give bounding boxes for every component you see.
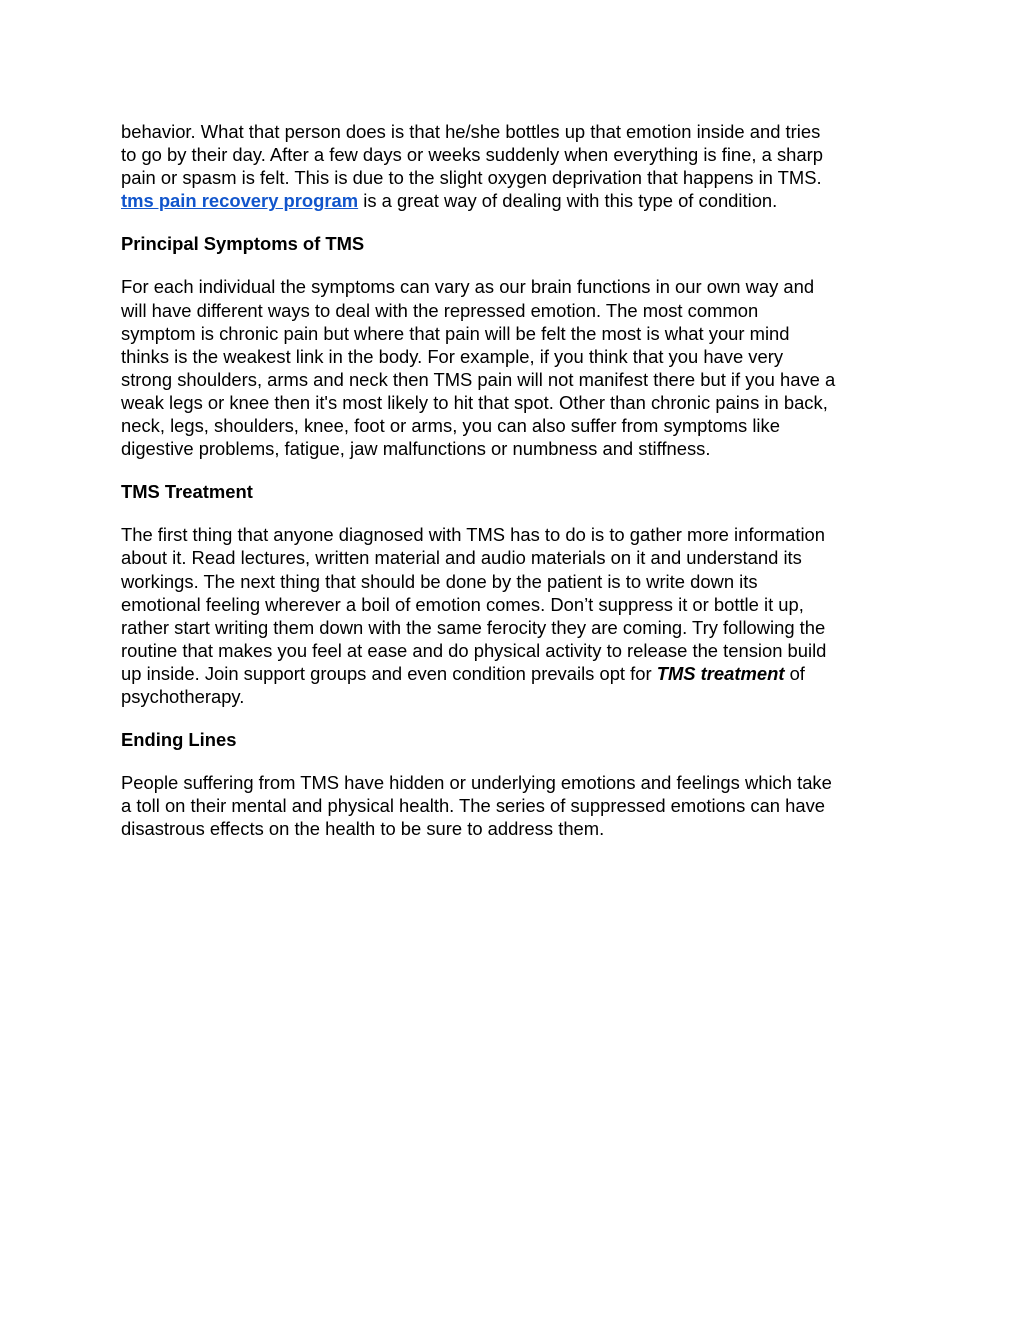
symptoms-line-1: For each individual the symptoms can vary as our brain functions in our own way and — [121, 276, 815, 298]
tms-treatment-emphasis: TMS treatment — [656, 662, 785, 684]
intro-line-4 — [121, 189, 911, 212]
intro-line-4-rest: is a great way of dealing with this type of condition. — [358, 190, 778, 212]
document-body — [121, 120, 911, 840]
symptoms-line-8: digestive problems, fatigue, jaw malfunctions or numbness and stiffness. — [121, 438, 711, 460]
treatment-line-8: psychotherapy. — [121, 685, 245, 707]
ending-paragraph — [121, 771, 911, 840]
treatment-line-2: about it. Read lectures, written material and audio materials on it and understand its — [121, 547, 802, 569]
symptoms-line-3: symptom is chronic pain but where that pain will be felt the most is what your mind — [121, 322, 790, 344]
intro-paragraph — [121, 120, 911, 212]
treatment-paragraph — [121, 523, 911, 708]
tms-pain-recovery-program-link[interactable]: tms pain recovery program — [121, 190, 359, 212]
treatment-line-3: workings. The next thing that should be done by the patient is to write down its — [121, 570, 758, 592]
treatment-line-1: The first thing that anyone diagnosed with TMS has to do is to gather more information — [121, 524, 825, 546]
intro-line-1: behavior. What that person does is that he/she bottles up that emotion inside and tries — [121, 121, 821, 142]
treatment-line-6: routine that makes you feel at ease and do physical activity to release the tension build — [121, 639, 827, 661]
intro-line-2: to go by their day. After a few days or weeks suddenly when everything is fine, a sharp — [121, 144, 823, 166]
intro-line-3: pain or spasm is felt. This is due to the slight oxygen deprivation that happens in TMS. — [121, 167, 822, 189]
ending-line-1: People suffering from TMS have hidden or underlying emotions and feelings which take — [121, 772, 832, 794]
symptoms-line-5: strong shoulders, arms and neck then TMS pain will not manifest there but if you have a — [121, 368, 836, 390]
symptoms-paragraph — [121, 275, 911, 460]
treatment-line-4: emotional feeling wherever a boil of emotion comes. Don’t suppress it or bottle it up, — [121, 593, 804, 615]
symptoms-line-2: will have different ways to deal with the repressed emotion. The most common — [121, 299, 759, 321]
ending-line-3: disastrous effects on the health to be sure to address them. — [121, 818, 605, 840]
heading-ending-lines: Ending Lines — [121, 729, 237, 751]
symptoms-line-6: weak legs or knee then it's most likely to hit that spot. Other than chronic pains in back, — [121, 391, 828, 413]
heading-tms-treatment: TMS Treatment — [121, 481, 253, 503]
treatment-line-7 — [121, 662, 911, 685]
heading-principal-symptoms: Principal Symptoms of TMS — [121, 233, 365, 255]
ending-line-2: a toll on their mental and physical health. The series of suppressed emotions can have — [121, 795, 826, 817]
symptoms-line-4: thinks is the weakest link in the body. For example, if you think that you have very — [121, 345, 784, 367]
symptoms-line-7: neck, legs, shoulders, knee, foot or arms, you can also suffer from symptoms like — [121, 415, 780, 437]
treatment-line-7-end: of — [784, 662, 805, 684]
treatment-line-5: rather start writing them down with the same ferocity they are coming. Try following the — [121, 616, 826, 638]
treatment-line-7-start: up inside. Join support groups and even condition prevails opt for — [121, 662, 657, 684]
